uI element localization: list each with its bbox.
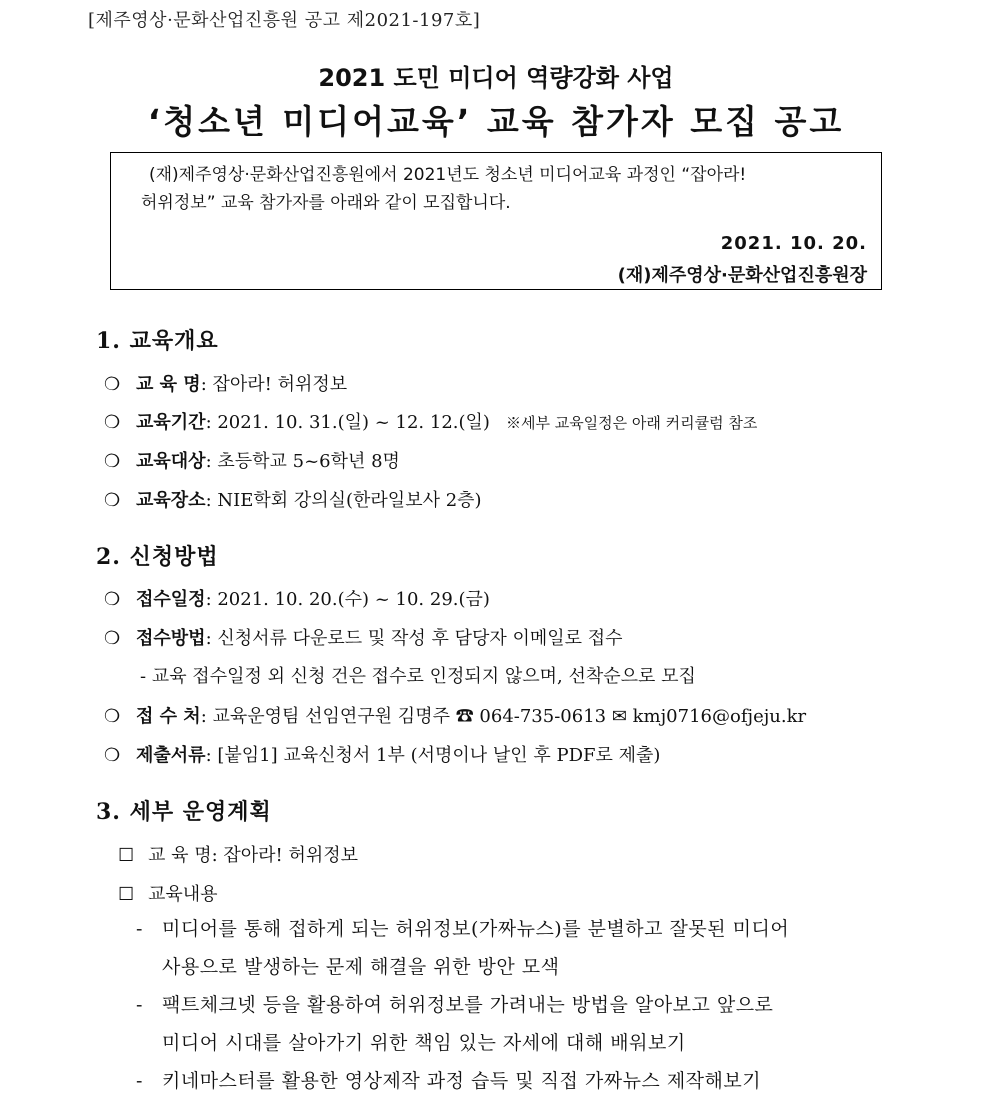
item-label: 교 육 명 [136, 374, 201, 395]
item-value: : NIE학회 강의실(한라일보사 2층) [205, 490, 482, 511]
bullet-line-1: 키네마스터를 활용한 영상제작 과정 습득 및 직접 가짜뉴스 제작해보기 [162, 1070, 762, 1092]
checkbox-square-icon: ☐ [118, 845, 135, 866]
section-2-item [104, 741, 660, 767]
section-1-item [104, 408, 757, 434]
section-1-item [104, 447, 400, 473]
title-line-2: ‘청소년 미디어교육’ 교육 참가자 모집 공고 [147, 102, 845, 141]
dash-marker: - [136, 994, 143, 1016]
content-bullet [136, 910, 888, 986]
item-note: ※세부 교육일정은 아래 커리큘럼 참조 [505, 414, 758, 432]
item-label: 접수방법 [136, 628, 206, 649]
item-label: 교육대상 [136, 451, 206, 472]
item-value: : 2021. 10. 31.(일) ~ 12. 12.(일) [205, 412, 490, 433]
check-item-text: 교 육 명: 잡아라! 허위정보 [148, 845, 359, 866]
section-1-heading: 1. 교육개요 [96, 328, 219, 354]
item-value: : 교육운영팀 선임연구원 김명주 ☎ 064-735-0613 ✉ kmj0716@ofjeju.kr [200, 706, 807, 727]
bullet-line-2: 사용으로 발생하는 문제 해결을 위한 방안 모색 [162, 956, 560, 978]
content-bullet [136, 986, 888, 1062]
section-2-heading: 2. 신청방법 [96, 544, 219, 570]
item-label: 제출서류 [136, 745, 206, 766]
item-value: : 2021. 10. 20.(수) ~ 10. 29.(금) [205, 589, 490, 610]
circle-bullet-icon: ❍ [104, 451, 121, 472]
item-value: : 초등학교 5~6학년 8명 [205, 451, 400, 472]
intro-text [141, 161, 869, 217]
announcement-date: 2021. 10. 20. [720, 233, 867, 254]
bullet-line-2: 미디어 시대를 살아가기 위한 책임 있는 자세에 대해 배워보기 [162, 1032, 686, 1054]
circle-bullet-icon: ❍ [104, 490, 121, 511]
check-item-text: 교육내용 [148, 884, 218, 905]
item-value: : [붙임1] 교육신청서 1부 (서명이나 날인 후 PDF로 제출) [205, 745, 661, 766]
section-1-item [104, 486, 482, 512]
section-2-sub-note: - 교육 접수일정 외 신청 건은 접수로 인정되지 않으며, 선착순으로 모집 [140, 666, 696, 687]
bullet-line-1: 팩트체크넷 등을 활용하여 허위정보를 가려내는 방법을 알아보고 앞으로 [162, 994, 774, 1016]
intro-box [110, 152, 882, 290]
item-value: : 잡아라! 허위정보 [200, 374, 348, 395]
section-3-heading: 3. 세부 운영계획 [96, 799, 272, 825]
dash-marker: - [136, 1070, 143, 1092]
title-line-1: 2021 도민 미디어 역량강화 사업 [318, 64, 674, 92]
content-bullet [136, 1062, 888, 1100]
item-label: 접수일정 [136, 589, 206, 610]
issuing-organization: (재)제주영상·문화산업진흥원장 [617, 265, 867, 286]
circle-bullet-icon: ❍ [104, 374, 121, 395]
section-2-item [104, 702, 806, 728]
item-label: 접 수 처 [136, 706, 201, 727]
section-2-item [104, 585, 490, 611]
item-value: : 신청서류 다운로드 및 작성 후 담당자 이메일로 접수 [205, 628, 623, 649]
circle-bullet-icon: ❍ [104, 412, 121, 433]
item-label: 교육기간 [136, 412, 206, 433]
intro-line-1: (재)제주영상·문화산업진흥원에서 2021년도 청소년 미디어교육 과정인 “잡아라! [149, 165, 747, 185]
section-3-check-item [118, 841, 358, 867]
circle-bullet-icon: ❍ [104, 745, 121, 766]
section-1-item [104, 370, 347, 396]
notice-number: [제주영상·문화산업진흥원 공고 제2021-197호] [88, 10, 481, 31]
section-3-check-item [118, 880, 218, 906]
intro-line-2: 허위정보” 교육 참가자를 아래와 같이 모집합니다. [141, 193, 511, 213]
circle-bullet-icon: ❍ [104, 589, 121, 610]
item-label: 교육장소 [136, 490, 206, 511]
section-2-item [104, 624, 623, 650]
dash-marker: - [136, 918, 143, 940]
checkbox-square-icon: ☐ [118, 884, 135, 905]
bullet-line-1: 미디어를 통해 접하게 되는 허위정보(가짜뉴스)를 분별하고 잘못된 미디어 [162, 918, 790, 940]
circle-bullet-icon: ❍ [104, 706, 121, 727]
circle-bullet-icon: ❍ [104, 628, 121, 649]
